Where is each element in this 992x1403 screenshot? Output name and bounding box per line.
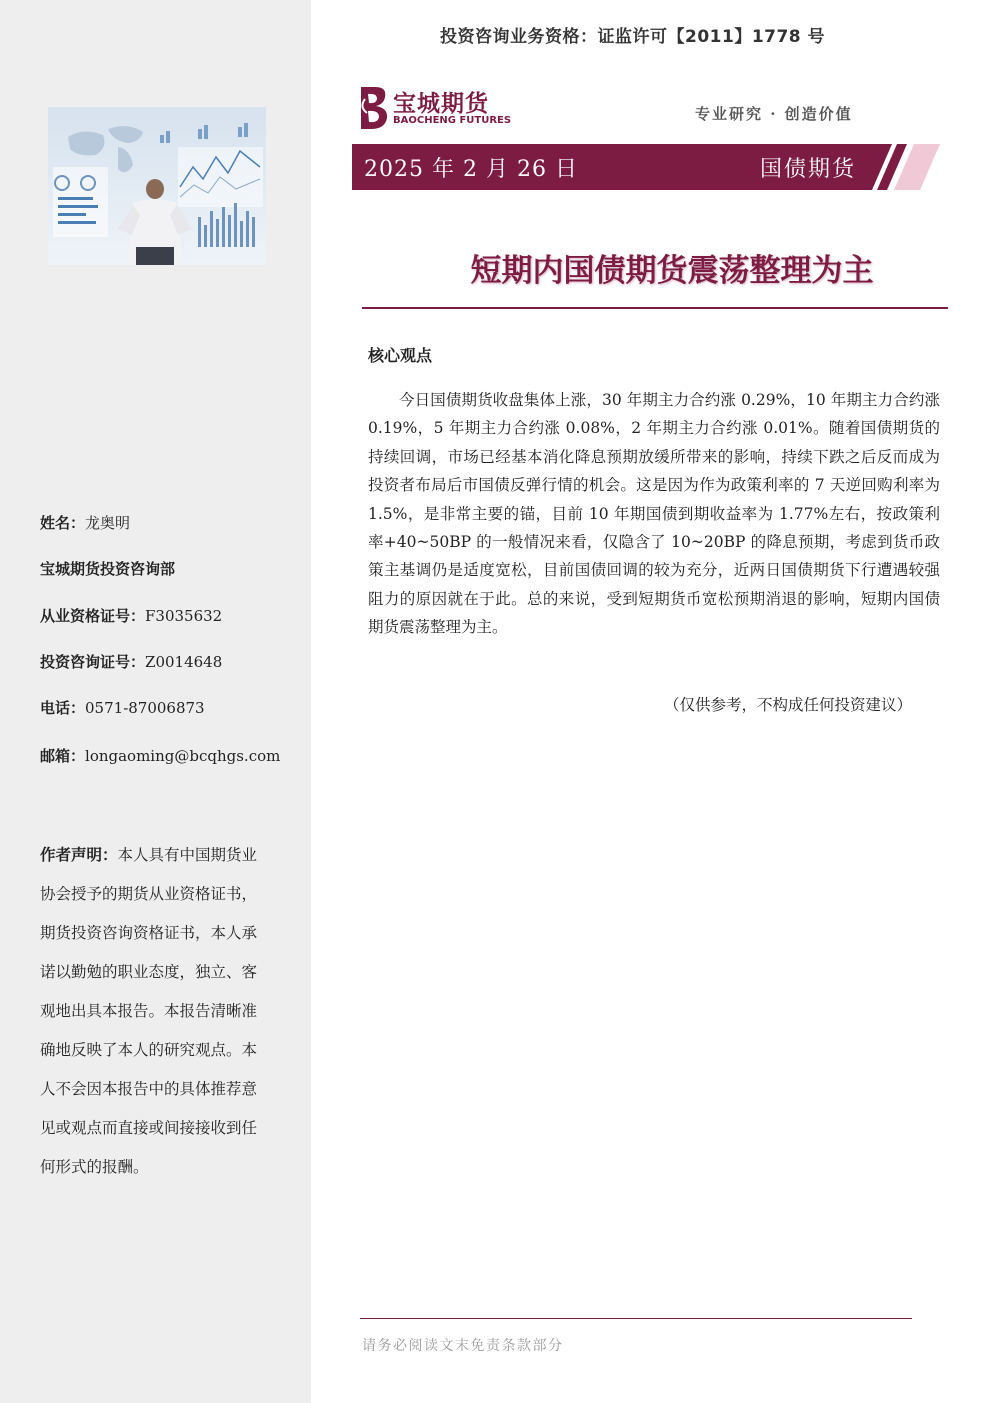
footer-note: 请务必阅读文末免责条款部分 — [362, 1338, 564, 1354]
report-date: 2025 年 2 月 26 日 — [364, 157, 578, 182]
businessman-chart-illustration — [48, 107, 266, 265]
author-declaration — [40, 836, 272, 1187]
author-name: 龙奥明 — [85, 514, 131, 532]
author-name-row — [40, 512, 130, 533]
advisory-label: 投资咨询证号： — [40, 653, 146, 671]
advisory-row — [40, 651, 222, 672]
phone-row — [40, 697, 205, 718]
footer-divider — [360, 1318, 912, 1319]
date-banner — [352, 144, 942, 190]
qualification-number: F3035632 — [145, 607, 223, 625]
advisory-number: Z0014648 — [145, 653, 223, 671]
declaration-label: 作者声明： — [40, 846, 118, 864]
baocheng-logo-icon — [355, 85, 391, 131]
qualification-row — [40, 605, 222, 626]
company-logo — [355, 85, 525, 133]
license-statement: 投资咨询业务资格：证监许可【2011】1778 号 — [440, 27, 826, 47]
phone-number: 0571-87006873 — [85, 699, 205, 717]
sidebar — [0, 0, 311, 1403]
email-address[interactable]: longaoming@bcqhgs.com — [85, 747, 281, 765]
slogan: 专业研究 · 创造价值 — [695, 105, 853, 123]
email-row — [40, 745, 280, 766]
cover-image — [48, 107, 266, 265]
qualification-label: 从业资格证号： — [40, 607, 146, 625]
report-category: 国债期货 — [760, 157, 857, 182]
report-body: 今日国债期货收盘集体上涨，30 年期主力合约涨 0.29%，10 年期主力合约涨 0.19%，5 年期主力合约涨 0.08%，2 年期主力合约涨 0.01%。随着国债期货的持续回调，市场已经基本消化降息预期放缓所带来的影响，持续下跌之后反而成为投资者布局后市国债反弹行情的机会。这是因为作为政策利率的 7 天逆回购利率为 1.5%，是非常主要的锚，目前 10 年期国债到期收益率为 1.77%左右，按政策利率+40~50BP 的一般情况来看，仅隐含了 10~20BP 的降息预期，考虑到货币政策主基调仍是适度宽松，目前国债回调的较为充分，近两日国债期货下行遭遇较强阻力的原因就在于此。总的来说，受到短期货币宽松预期消退的影响，短期内国债期货震荡整理为主。 — [368, 391, 940, 637]
email-label: 邮箱： — [40, 747, 86, 765]
investment-disclaimer: （仅供参考，不构成任何投资建议） — [664, 696, 913, 714]
author-department: 宝城期货投资咨询部 — [40, 560, 176, 578]
phone-label: 电话： — [40, 699, 86, 717]
logo-chinese-name: 宝城期货 — [393, 90, 489, 117]
title-divider — [362, 307, 948, 309]
section-heading: 核心观点 — [368, 346, 433, 365]
declaration-text: 本人具有中国期货业协会授予的期货从业资格证书，期货投资咨询资格证书，本人承诺以勤勉的职业态度，独立、客观地出具本报告。本报告清晰准确地反映了本人的研究观点。本人不会因本报告中的具体推荐意见或观点而直接或间接接收到任何形式的报酬。 — [40, 846, 258, 1176]
logo-english-name: BAOCHENG FUTURES — [393, 115, 512, 126]
report-title: 短期内国债期货震荡整理为主 — [470, 253, 874, 289]
author-name-label: 姓名： — [40, 514, 86, 532]
